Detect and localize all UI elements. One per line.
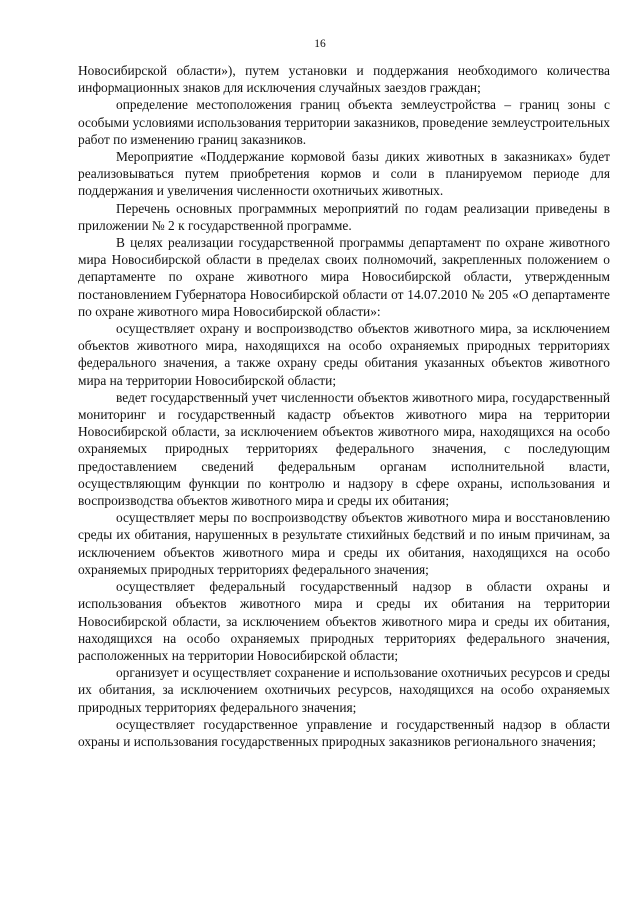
paragraph: ведет государственный учет численности объектов животного мира, государственный мониторинг и государственный кадастр объектов животного мира на территории Новосибирской области, за исключением объектов животного мира, находящихся на особо охраняемых природных территориях федерального значения, с последующим предоставлением сведений федеральным органам исполнительной власти, осуществляющим функции по контролю и надзору в сфере охраны, использования и воспроизводства объектов животного мира и среды их обитания;	[78, 389, 610, 509]
paragraph: Перечень основных программных мероприятий по годам реализации приведены в приложении № 2 к государственной программе.	[78, 200, 610, 233]
paragraph: Мероприятие «Поддержание кормовой базы диких животных в заказниках» будет реализовываться путем приобретения кормов и соли в планируемом периоде для поддержания и увеличения численности охотничьих животных.	[78, 149, 610, 199]
paragraph: определение местоположения границ объекта землеустройства – границ зоны с особыми условиями использования территории заказников, проведение землеустроительных работ по изменению границ заказников.	[78, 97, 610, 147]
paragraph: осуществляет меры по воспроизводству объектов животного мира и восстановлению среды их обитания, нарушенных в результате стихийных бедствий и по иным причинам, за исключением объектов животного мира и среды их обитания, находящихся на особо охраняемых природных территориях федерального значения;	[78, 510, 610, 577]
paragraph: осуществляет охрану и воспроизводство объектов животного мира, за исключением объектов животного мира, находящихся на особо охраняемых природных территориях федерального значения, а также охрану среды обитания указанных объектов животного мира на территории Новосибирской области;	[78, 321, 610, 388]
paragraph: организует и осуществляет сохранение и использование охотничьих ресурсов и среды их обитания, за исключением охотничьих ресурсов, находящихся на особо охраняемых природных территориях федерального значения;	[78, 665, 610, 715]
page-number: 16	[314, 38, 326, 50]
paragraph: Новосибирской области»), путем установки и поддержания необходимого количества информационных знаков для исключения случайных заездов граждан;	[78, 63, 610, 96]
paragraph: осуществляет федеральный государственный надзор в области охраны и использования объектов животного мира и среды их обитания на территории Новосибирской области, за исключением объектов животного мира и среды их обитания, находящихся на особо охраняемых природных территориях федерального значения, расположенных на территории Новосибирской области;	[78, 579, 610, 663]
paragraph: осуществляет государственное управление и государственный надзор в области охраны и использования государственных природных заказников регионального значения;	[78, 716, 610, 749]
paragraph: В целях реализации государственной программы департамент по охране животного мира Новосибирской области в пределах своих полномочий, закрепленных положением о департаменте по охране животного мира Новосибирской области, утвержденным постановлением Губернатора Новосибирской области от 14.07.2010 № 205 «О департаменте по охране животного мира Новосибирской области»:	[78, 235, 610, 319]
body-text	[78, 62, 610, 750]
